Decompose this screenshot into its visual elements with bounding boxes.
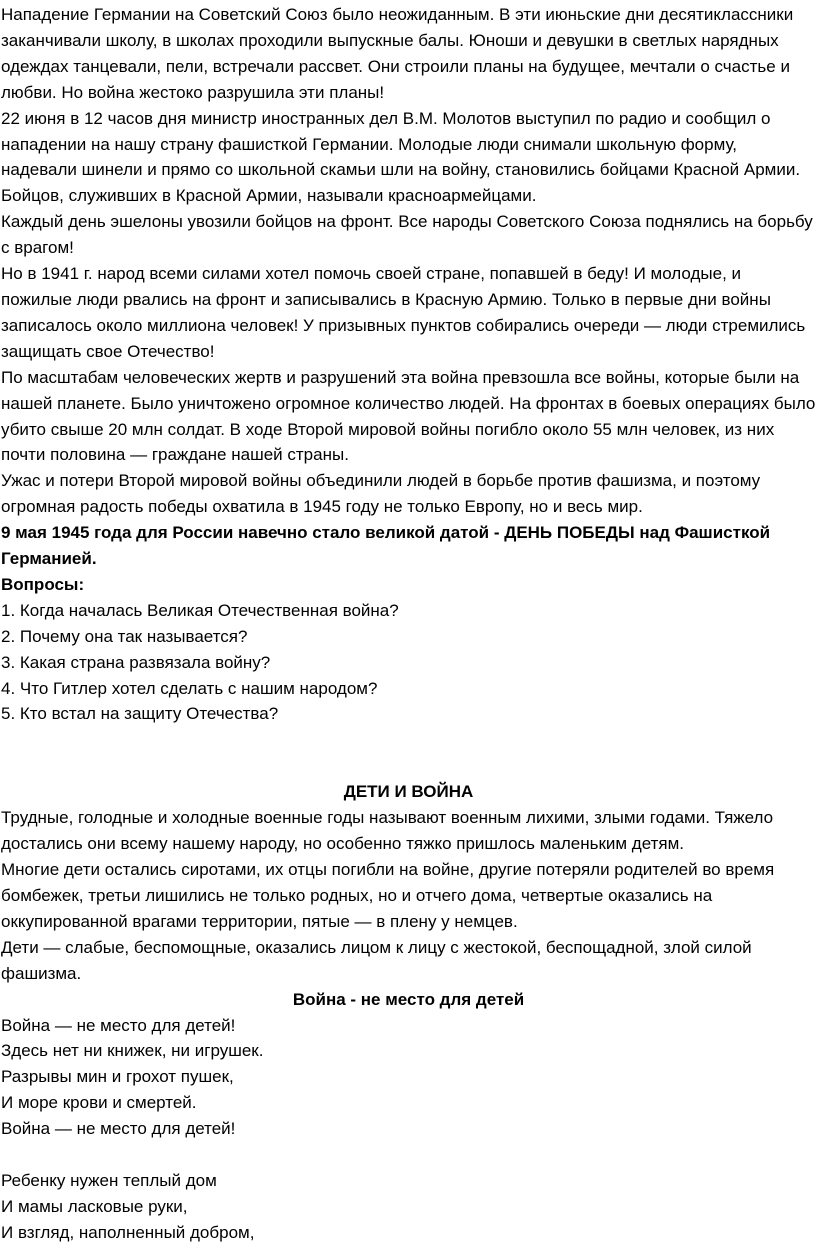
poem-line: Ребенку нужен теплый дом <box>1 1171 217 1191</box>
poem-stanza-1 <box>0 1013 816 1143</box>
intro-paragraph-4: Но в 1941 г. народ всеми силами хотел помочь своей стране, попавшей в беду! И молодые, и пожилые люди рвались на фронт и записывались в Красную Армию. Только в первые дни войны записалось около миллиона человек! У призывных пунктов собирались очереди — люди стремились защищать свое Отечество! <box>1 264 806 361</box>
question-item: 2. Почему она так называется? <box>1 626 248 646</box>
section-paragraph-3: Дети — слабые, беспомощные, оказались лицом к лицу с жестокой, беспощадной, злой силой фашизма. <box>1 937 752 983</box>
intro-paragraph-1: Нападение Германии на Советский Союз было неожиданным. В эти июньские дни десятиклассники заканчивали школу, в школах проходили выпускные балы. Юноши и девушки в светлых нарядных одеждах танцевали, пели, встречали рассвет. Они строили планы на будущее, мечтали о счастье и любви. Но война жестоко разрушила эти планы! <box>1 5 794 102</box>
section-paragraph-1: Трудные, голодные и холодные военные годы называют военным лихими, злыми годами. Тяжело достались они всему нашему народу, но особенно тяжко пришлось маленьким детям. <box>1 808 774 854</box>
intro-paragraph-3: Каждый день эшелоны увозили бойцов на фронт. Все народы Советского Союза поднялись на борьбу с врагом! <box>1 212 813 258</box>
poem-line: Здесь нет ни книжек, ни игрушек. <box>1 1041 264 1061</box>
intro-paragraph-2: 22 июня в 12 часов дня министр иностранных дел В.М. Молотов выступил по радио и сообщил о нападении на нашу страну фашисткой Германии. Молодые люди снимали школьную форму, надевали шинели и прямо со школьной скамьи шли на войну, становились бойцами Красной Армии. Бойцов, служивших в Красной Армии, называли красноармейцами. <box>1 108 801 206</box>
poem-stanza-2 <box>0 1168 816 1246</box>
poem-line: Война — не место для детей! <box>1 1119 236 1139</box>
question-item: 1. Когда началась Великая Отечественная война? <box>1 600 399 620</box>
spacer <box>0 727 816 779</box>
intro-paragraph-5: По масштабам человеческих жертв и разрушений эта война превзошла все войны, которые были на нашей планете. Было уничтожено огромное количество людей. На фронтах в боевых операциях было убито свыше 20 млн солдат. В ходе Второй мировой войны погибло около 55 млн человек, из них почти половина — граждане нашей страны. <box>1 367 816 465</box>
victory-statement: 9 мая 1945 года для России навечно стало великой датой - ДЕНЬ ПОБЕДЫ над Фашисткой Германией. <box>1 523 771 569</box>
poem-line: Война — не место для детей! <box>1 1015 236 1035</box>
poem-line: И взгляд, наполненный добром, <box>1 1222 255 1242</box>
poem-line: Разрывы мин и грохот пушек, <box>1 1067 234 1087</box>
question-item: 5. Кто встал на защиту Отечества? <box>1 704 279 724</box>
intro-paragraph-6: Ужас и потери Второй мировой войны объединили людей в борьбе против фашизма, и поэтому огромная радость победы охватила в 1945 году не только Европу, но и весь мир. <box>1 471 761 517</box>
poem-line: И мамы ласковые руки, <box>1 1196 188 1216</box>
questions-list <box>0 598 816 728</box>
section-paragraph-2: Многие дети остались сиротами, их отцы погибли на войне, другие потеряли родителей во время бомбежек, третьи лишились не только родных, но и отчего дома, четвертые оказались на оккупированной врагами территории, пятые — в плену у немцев. <box>1 860 775 931</box>
stanza-spacer <box>0 1142 816 1168</box>
question-item: 4. Что Гитлер хотел сделать с нашим народом? <box>1 678 378 698</box>
question-item: 3. Какая страна развязала войну? <box>1 652 271 672</box>
questions-heading: Вопросы: <box>1 574 85 594</box>
poem-title: Война - не место для детей <box>292 989 525 1009</box>
section-title: ДЕТИ И ВОЙНА <box>343 782 474 802</box>
poem-line: И море крови и смертей. <box>1 1093 197 1113</box>
